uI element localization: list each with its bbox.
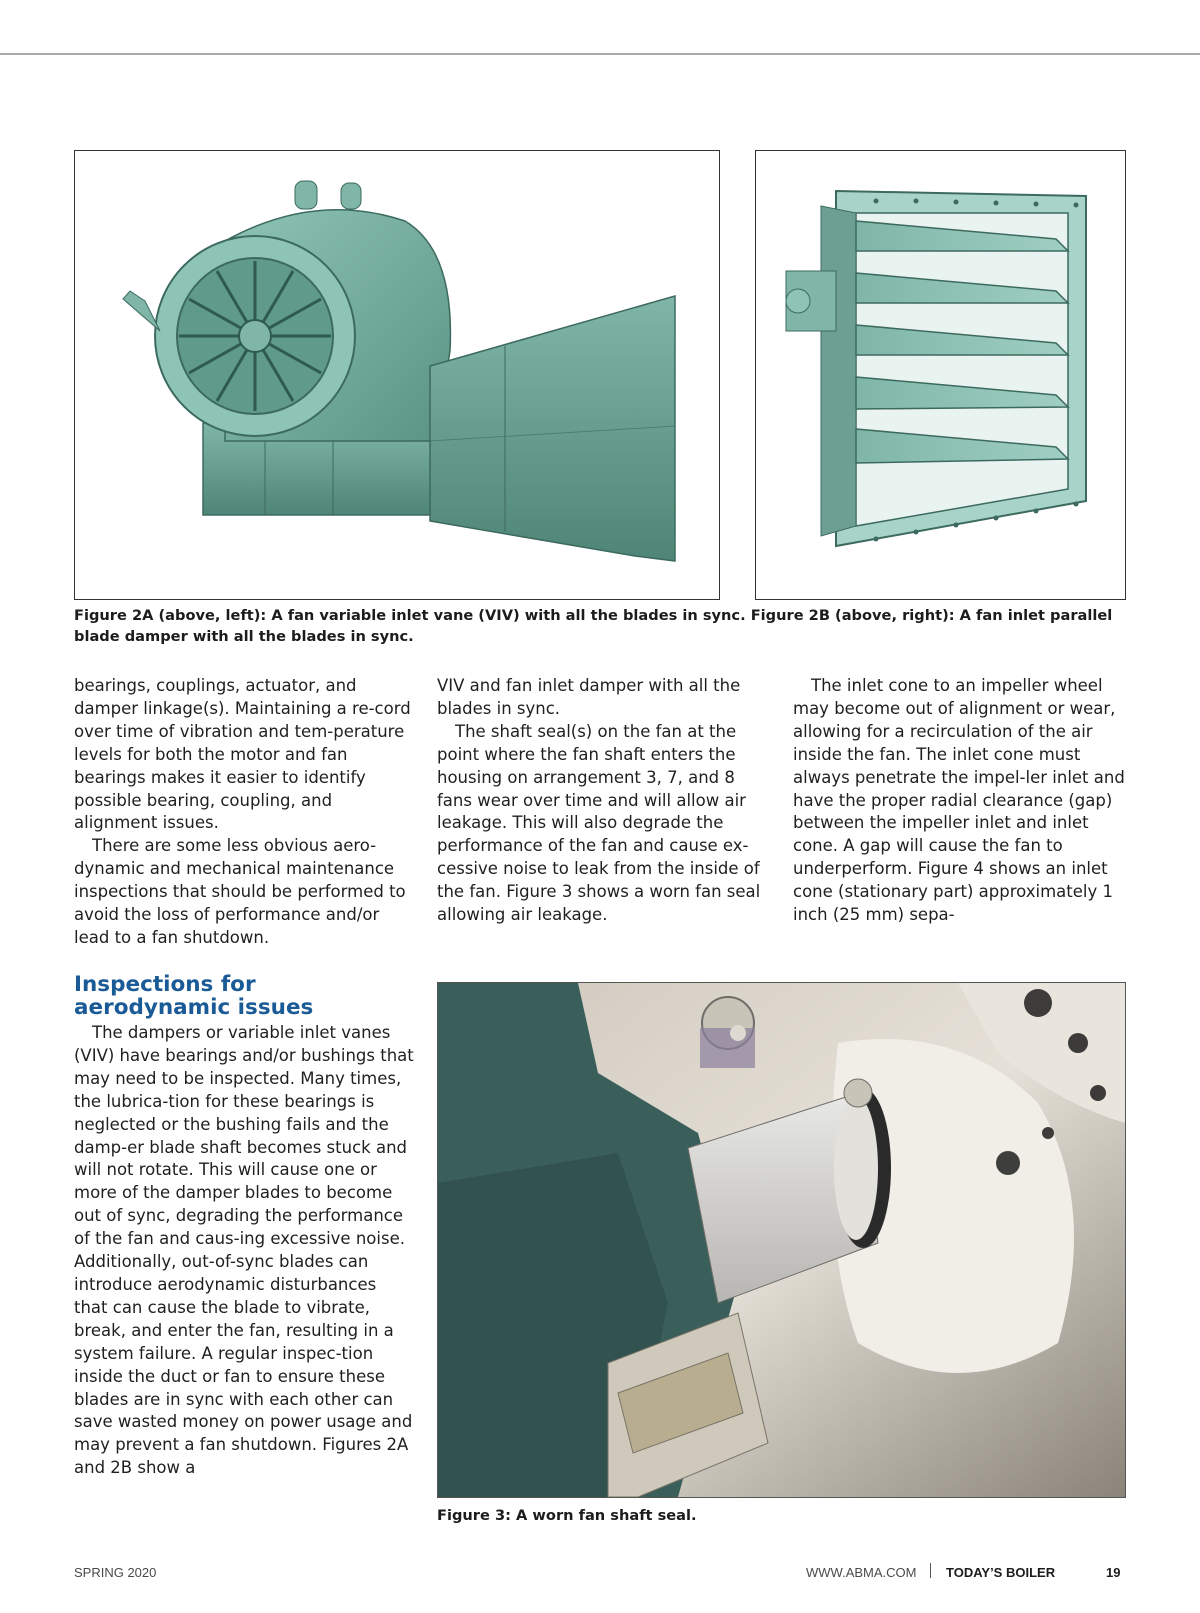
figure-2a-photo bbox=[74, 150, 720, 600]
paragraph: The inlet cone to an impeller wheel may become out of alignment or wear, allowing for a recirculation of the air inside the fan. The inlet cone must always penetrate the impel-ler inlet and have the proper radial clearance (gap) between the impeller inlet and inlet cone. A gap will cause the fan to underperform. Figure 4 shows an inlet cone (stationary part) approximately 1 inch (25 mm) sepa- bbox=[793, 676, 1125, 925]
paragraph: VIV and fan inlet damper with all the blades in sync. bbox=[437, 676, 741, 718]
footer-page-number: 19 bbox=[1106, 1565, 1121, 1580]
fan-viv-illustration bbox=[75, 151, 719, 599]
footer-magazine-title: TODAY’S BOILER bbox=[946, 1565, 1056, 1580]
footer-separator bbox=[930, 1563, 931, 1578]
footer-issue-date: SPRING 2020 bbox=[74, 1565, 157, 1580]
paragraph: bearings, couplings, actuator, and damper linkage(s). Maintaining a re-cord over time of vibration and tem-perature levels for both the motor and fan bearings makes it easier to identify possible bearing, coupling, and alignment issues. bbox=[74, 676, 411, 833]
parallel-blade-damper-illustration bbox=[756, 151, 1125, 599]
footer-website-link[interactable]: WWW.ABMA.COM bbox=[806, 1565, 917, 1580]
figure-3-photo bbox=[437, 982, 1126, 1498]
text-column-2 bbox=[437, 675, 767, 927]
top-rule bbox=[0, 53, 1200, 55]
section-heading: Inspections for aerodynamic issues bbox=[74, 972, 314, 1020]
paragraph: The dampers or variable inlet vanes (VIV) have bearings and/or bushings that may need to be inspected. Many times, the lubrica-tion for these bearings is neglected or the bushing fails and the damp-er blade shaft becomes stuck and will not rotate. This will cause one or more of the damper blades to become out of sync, degrading the performance of the fan and caus-ing excessive noise. Additionally, out-of-sync blades can introduce aerodynamic disturbances that can cause the blade to vibrate, break, and enter the fan, resulting in a system failure. A regular inspec-tion inside the duct or fan to ensure these blades are in sync with each other can save wasted money on power usage and may prevent a fan shutdown. Figures 2A and 2B show a bbox=[74, 1023, 414, 1478]
paragraph: There are some less obvious aero-dynamic and mechanical maintenance inspections that should be performed to avoid the loss of performance and/or lead to a fan shutdown. bbox=[74, 836, 406, 947]
figure-2b-photo bbox=[755, 150, 1126, 600]
text-column-4 bbox=[74, 1022, 414, 1480]
text-column-3 bbox=[793, 675, 1133, 927]
text-column-1 bbox=[74, 675, 414, 950]
paragraph: The shaft seal(s) on the fan at the point where the fan shaft enters the housing on arrangement 3, 7, and 8 fans wear over time and will allow air leakage. This will also degrade the performance of the fan and cause ex-cessive noise to leak from the inside of the fan. Figure 3 shows a worn fan seal allowing air leakage. bbox=[437, 721, 761, 925]
figure-2-caption: Figure 2A (above, left): A fan variable inlet vane (VIV) with all the blades in sync. Figure 2B (above, right): A fan inlet parallel blade damper with all the blades in sync. bbox=[74, 607, 1113, 645]
worn-shaft-seal-illustration bbox=[438, 983, 1125, 1497]
figure-3-caption: Figure 3: A worn fan shaft seal. bbox=[437, 1507, 697, 1524]
